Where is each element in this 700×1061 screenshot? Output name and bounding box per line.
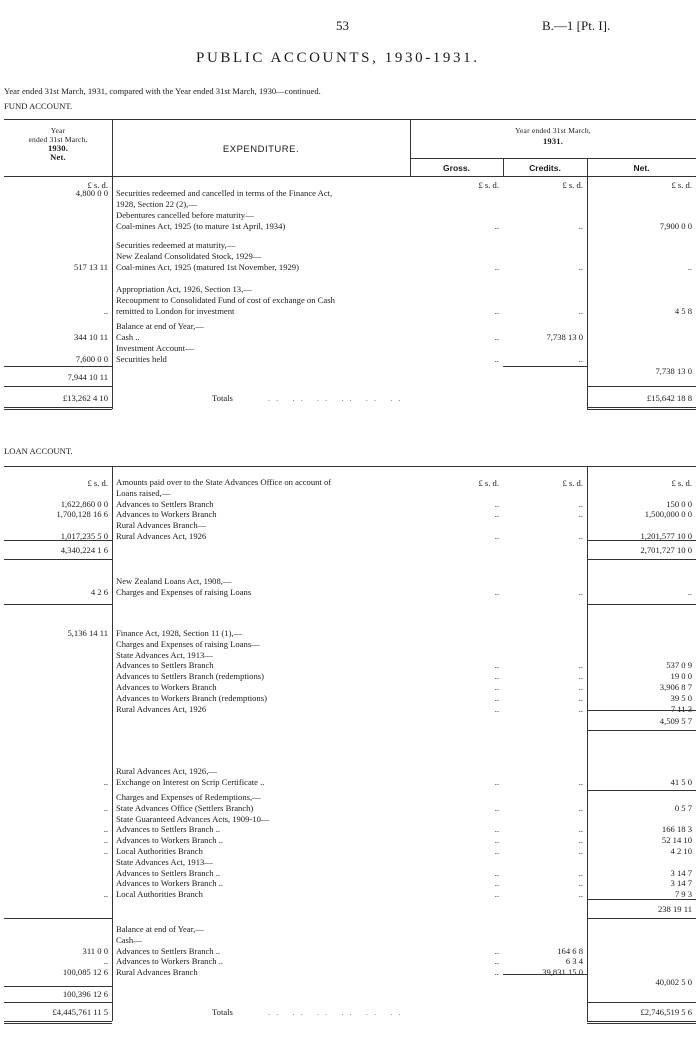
loan-row-credits: .. (578, 703, 583, 714)
fund-row-description: Debentures cancelled before maturity— (116, 210, 254, 220)
loan-row-credits: 39,831 15 0 (542, 967, 583, 978)
fund-row-description: Investment Account— (116, 343, 194, 353)
fund-unit-gross: £ s. d. (478, 180, 499, 190)
loan-row-gross: .. (494, 509, 499, 520)
loan-row-gross: .. (494, 587, 499, 597)
loan-row-gross: .. (494, 945, 499, 956)
fund-row-description: Securities redeemed and cancelled in terms of the Finance Act, (116, 188, 333, 198)
loan-unit-net: £ s. d. (671, 478, 692, 488)
loan-row-prior-year: 1,017,235 5 0 (60, 531, 108, 541)
loan-row-description: State Advances Office (Settlers Branch) (116, 802, 254, 813)
loan-row-net: 7 11 3 (670, 703, 692, 714)
loan-block1-left-total: 4,340,224 1 6 (60, 545, 108, 555)
loan-row-description: Advances to Settlers Branch .. (116, 867, 221, 878)
loan-row-description: Rural Advances Branch— (116, 520, 207, 531)
fund-row-net: .. (687, 262, 692, 272)
loan-row-prior-year: .. (103, 802, 108, 813)
loan-row-gross: .. (494, 878, 499, 889)
loan-row-prior-year: .. (103, 846, 108, 856)
fund-section-title: FUND ACCOUNT. (4, 101, 73, 111)
loan-row-gross: .. (494, 867, 499, 878)
fund-row-credits: 7,738 13 0 (546, 332, 583, 342)
fund-row-description: 1928, Section 22 (2),— (116, 199, 197, 209)
loan-row-description: State Advances Act, 1913— (116, 649, 213, 660)
loan-row-gross: .. (494, 967, 499, 978)
loan-row-net: 7 9 3 (674, 889, 692, 900)
loan-row-credits: .. (578, 777, 583, 787)
loan-row-gross: .. (494, 692, 499, 703)
loan-row-description: Advances to Workers Branch .. (116, 878, 224, 889)
loan-row-description: Advances to Settlers Branch (redemptions) (116, 671, 264, 682)
fund-row-net: 4 5 8 (674, 306, 692, 316)
page-subtitle: Year ended 31st March, 1931, compared with the Year ended 31st March, 1930—continued. (4, 86, 321, 96)
loan-row-credits: .. (578, 682, 583, 692)
loan-row-description: Finance Act, 1928, Section 11 (1),— (116, 628, 243, 638)
loan-row-net: 1,201,577 10 0 (640, 531, 692, 541)
fund-row-description: Cash .. (116, 332, 140, 342)
fund-row-prior-year: 4,800 0 0 (75, 188, 108, 198)
fund-row-net: 7,900 0 0 (659, 221, 692, 231)
loan-totals-label: Totals (212, 1007, 233, 1017)
fund-header-expenditure: EXPENDITURE. (222, 144, 300, 155)
loan-row-net: 4 2 10 (670, 846, 692, 856)
fund-row-description: Coal-mines Act, 1925 (matured 1st November, 1929) (116, 262, 299, 272)
loan-row-prior-year: 4 2 6 (90, 587, 108, 597)
fund-totals-net: £15,642 18 8 (646, 393, 692, 403)
loan-row-prior-year: .. (103, 835, 108, 846)
loan-block5-net-total: 238 19 11 (657, 904, 692, 914)
loan-row-description: Charges and Expenses of raising Loans— (116, 638, 260, 649)
loan-row-description: Charges and Expenses of Redemptions,— (116, 792, 261, 802)
loan-row-credits: .. (578, 587, 583, 597)
loan-row-prior-year: .. (103, 777, 108, 787)
fund-row-credits: .. (578, 262, 583, 272)
fund-row-description: Recoupment to Consolidated Fund of cost of exchange on Cash (116, 295, 335, 305)
fund-row-gross: .. (494, 354, 499, 364)
loan-row-net: 3 14 7 (670, 878, 692, 889)
fund-row-description: Securities redeemed at maturity,— (116, 240, 236, 250)
fund-row-gross: .. (494, 262, 499, 272)
loan-row-net: 166 18 3 (661, 824, 692, 835)
loan-row-gross: .. (494, 671, 499, 682)
loan-row-description: State Guaranteed Advances Acts, 1909-10— (116, 813, 270, 824)
loan-block3-net-total: 4,509 5 7 (659, 716, 692, 726)
loan-row-gross: .. (494, 889, 499, 900)
loan-row-credits: 164 6 8 (557, 945, 583, 956)
loan-row-gross: .. (494, 956, 499, 967)
loan-row-description: Rural Advances Act, 1926 (116, 703, 207, 714)
fund-row-prior-year: 344 10 11 (73, 332, 108, 342)
loan-row-description: Advances to Settlers Branch (116, 498, 214, 509)
fund-col-net: Net. (633, 163, 650, 173)
loan-row-gross: .. (494, 703, 499, 714)
loan-row-prior-year: 100,085 12 6 (62, 967, 108, 978)
page-number: 53 (336, 18, 349, 33)
fund-unit-net: £ s. d. (671, 180, 692, 190)
loan-row-credits: .. (578, 878, 583, 889)
loan-row-gross: .. (494, 824, 499, 835)
loan-row-credits: .. (578, 671, 583, 682)
fund-header-prior-year: Year ended 31st March, 1930. Net. (28, 126, 88, 162)
page-title: PUBLIC ACCOUNTS, 1930-1931. (196, 50, 480, 66)
loan-row-credits: .. (578, 509, 583, 520)
fund-row-prior-year: 7,600 0 0 (75, 354, 108, 364)
fund-header-current-year: Year ended 31st March, 1931. (515, 126, 591, 146)
fund-totals-label: Totals (212, 393, 233, 403)
loan-row-description: Amounts paid over to the State Advances Office on account of (116, 477, 332, 487)
loan-row-description: Advances to Workers Branch (116, 682, 217, 692)
loan-row-prior-year: 311 0 0 (82, 945, 108, 956)
loan-row-gross: .. (494, 682, 499, 692)
loan-row-net: 537 0 9 (666, 660, 692, 671)
document-reference: B.—1 [Pt. I]. (542, 18, 611, 33)
fund-col-gross: Gross. (443, 163, 470, 173)
loan-row-net: 41 5 0 (670, 777, 692, 787)
fund-row-credits: .. (578, 221, 583, 231)
loan-row-description: New Zealand Loans Act, 1908,— (116, 576, 232, 586)
loan-row-description: Rural Advances Act, 1926 (116, 531, 207, 541)
loan-row-credits: .. (578, 531, 583, 541)
fund-row-description: New Zealand Consolidated Stock, 1929— (116, 251, 262, 261)
fund-row-description: Balance at end of Year,— (116, 321, 204, 331)
fund-row-prior-year: .. (103, 306, 108, 316)
loan-row-net: .. (687, 587, 692, 597)
fund-row-gross: .. (494, 306, 499, 316)
loan-row-description: Balance at end of Year,— (116, 924, 204, 934)
fund-row-description: Coal-mines Act, 1925 (to mature 1st April, 1934) (116, 221, 286, 231)
loan-row-gross: .. (494, 531, 499, 541)
loan-block1-net-total: 2,701,727 10 0 (640, 545, 692, 555)
fund-row-description: Appropriation Act, 1926, Section 13,— (116, 284, 252, 294)
loan-unit-left: £ s. d. (87, 478, 108, 488)
loan-totals-net: £2,746,519 5 6 (640, 1007, 692, 1017)
fund-row-gross: .. (494, 332, 499, 342)
loan-row-description: Local Authorities Branch (116, 889, 203, 900)
loan-row-prior-year: 1,700,128 16 6 (56, 509, 108, 520)
loan-block6-left-total: 100,396 12 6 (62, 989, 108, 999)
loan-row-net: 150 0 0 (666, 498, 692, 509)
fund-balance-left: 7,944 10 11 (67, 372, 108, 382)
loan-row-net: 39 5 0 (670, 692, 692, 703)
loan-row-net: 0 5 7 (674, 802, 692, 813)
loan-row-net: 19 0 0 (670, 671, 692, 682)
loan-row-gross: .. (494, 846, 499, 856)
fund-row-credits: .. (578, 354, 583, 364)
loan-row-description: State Advances Act, 1913— (116, 856, 213, 867)
loan-row-description: Advances to Settlers Branch .. (116, 945, 221, 956)
loan-row-prior-year: 5,136 14 11 (67, 628, 108, 638)
fund-row-description: remitted to London for investment (116, 306, 235, 316)
loan-row-credits: .. (578, 824, 583, 835)
loan-row-description: Advances to Workers Branch .. (116, 956, 224, 967)
loan-row-prior-year: 1,622,860 0 0 (60, 498, 108, 509)
loan-row-net: 1,500,000 0 0 (644, 509, 692, 520)
loan-totals-left: £4,445,761 11 5 (52, 1007, 108, 1017)
loan-row-net: 3 14 7 (670, 867, 692, 878)
loan-row-description: Advances to Settlers Branch .. (116, 824, 221, 835)
loan-row-credits: .. (578, 498, 583, 509)
loan-row-gross: .. (494, 777, 499, 787)
fund-col-credits: Credits. (529, 163, 561, 173)
fund-row-prior-year: 517 13 11 (73, 262, 108, 272)
loan-row-prior-year: .. (103, 824, 108, 835)
loan-row-description: Loans raised,— (116, 487, 171, 498)
loan-row-credits: 6 3 4 (565, 956, 583, 967)
loan-row-description: Exchange on Interest on Scrip Certificate .. (116, 777, 265, 787)
fund-unit-credits: £ s. d. (562, 180, 583, 190)
loan-row-credits: .. (578, 692, 583, 703)
loan-row-gross: .. (494, 802, 499, 813)
fund-balance-net: 7,738 13 0 (655, 366, 692, 376)
fund-row-credits: .. (578, 306, 583, 316)
fund-totals-left: £13,262 4 10 (62, 393, 108, 403)
fund-row-description: Securities held (116, 354, 167, 364)
loan-row-description: Advances to Workers Branch (116, 509, 217, 520)
loan-row-credits: .. (578, 660, 583, 671)
loan-row-description: Charges and Expenses of raising Loans (116, 587, 252, 597)
loan-row-description: Advances to Settlers Branch (116, 660, 214, 671)
loan-row-credits: .. (578, 835, 583, 846)
loan-row-gross: .. (494, 498, 499, 509)
loan-row-description: Rural Advances Branch (116, 967, 198, 978)
loan-unit-gross: £ s. d. (478, 478, 499, 488)
loan-section-title: LOAN ACCOUNT. (4, 446, 73, 456)
loan-row-prior-year: .. (103, 956, 108, 967)
loan-row-gross: .. (494, 835, 499, 846)
loan-row-description: Advances to Workers Branch .. (116, 835, 224, 846)
loan-row-credits: .. (578, 846, 583, 856)
loan-row-credits: .. (578, 867, 583, 878)
fund-unit-left: £ s. d. (87, 180, 108, 190)
loan-row-net: 52 14 10 (661, 835, 692, 846)
loan-row-description: Rural Advances Act, 1926,— (116, 766, 217, 776)
fund-row-gross: .. (494, 221, 499, 231)
loan-block6-net-total: 40,002 5 0 (655, 977, 692, 987)
loan-row-gross: .. (494, 660, 499, 671)
loan-row-description: Advances to Workers Branch (redemptions) (116, 692, 267, 703)
loan-row-description: Local Authorities Branch (116, 846, 203, 856)
loan-unit-credits: £ s. d. (562, 478, 583, 488)
loan-row-description: Cash— (116, 934, 142, 945)
loan-row-credits: .. (578, 889, 583, 900)
loan-row-net: 3,906 8 7 (659, 682, 692, 692)
loan-row-credits: .. (578, 802, 583, 813)
loan-row-prior-year: .. (103, 889, 108, 900)
